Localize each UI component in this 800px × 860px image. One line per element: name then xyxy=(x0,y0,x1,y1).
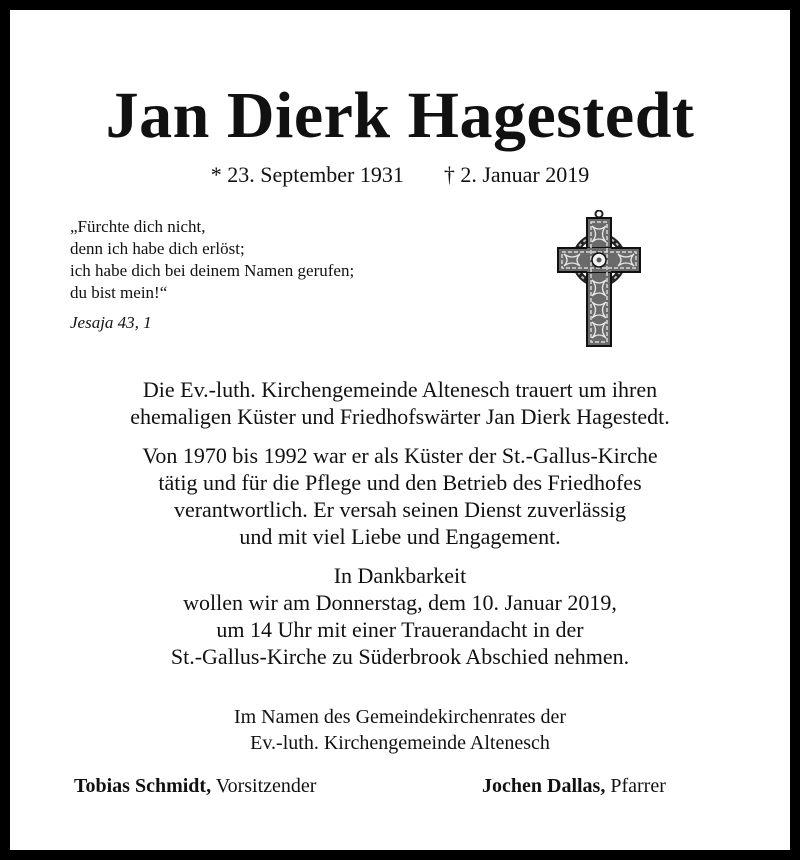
text-line: Von 1970 bis 1992 war er als Küster der St.-Gallus-Kirche xyxy=(142,443,658,468)
signature-chairman xyxy=(74,772,316,800)
text-line: In Dankbarkeit xyxy=(333,563,467,588)
on-behalf-paragraph xyxy=(10,704,790,756)
service-paragraph xyxy=(10,562,790,670)
text-line: verantwortlich. Er versah seinen Dienst zuverlässig xyxy=(173,497,627,522)
life-dates xyxy=(10,160,790,190)
verse-line: ich habe dich bei deinem Namen gerufen; xyxy=(70,261,355,280)
signatory-role: Pfarrer xyxy=(610,775,666,797)
death-date: † 2. Januar 2019 xyxy=(443,162,590,187)
celtic-cross-icon xyxy=(556,210,642,348)
text-line: tätig und für die Pflege und den Betrieb des Friedhofes xyxy=(158,470,642,495)
text-line: und mit viel Liebe und Engagement. xyxy=(239,524,561,549)
signature-pastor xyxy=(482,772,666,800)
birth-date: * 23. September 1931 xyxy=(210,162,404,187)
text-line: ehemaligen Küster und Friedhofswärter Jan Dierk Hagestedt. xyxy=(130,404,670,429)
text-line: Ev.-luth. Kirchengemeinde Altenesch xyxy=(250,732,550,754)
verse-reference: Jesaja 43, 1 xyxy=(70,313,152,332)
announcement-paragraph xyxy=(10,376,790,430)
verse-line: denn ich habe dich erlöst; xyxy=(70,239,245,258)
text-line: Im Namen des Gemeindekirchenrates der xyxy=(233,706,567,728)
verse-line: du bist mein!“ xyxy=(70,283,168,302)
text-line: wollen wir am Donnerstag, dem 10. Januar 2019, xyxy=(183,590,617,615)
bible-verse xyxy=(70,216,490,334)
signatory-name: Jochen Dallas, xyxy=(482,775,606,797)
deceased-name: Jan Dierk Hagestedt xyxy=(105,79,695,152)
signatory-role: Vorsitzender xyxy=(215,775,317,797)
text-line: Die Ev.-luth. Kirchengemeinde Altenesch trauert um ihren xyxy=(142,377,658,402)
text-line: um 14 Uhr mit einer Trauerandacht in der xyxy=(216,617,584,642)
biography-paragraph xyxy=(10,442,790,550)
verse-line: „Fürchte dich nicht, xyxy=(70,217,206,236)
text-line: St.-Gallus-Kirche zu Süderbrook Abschied nehmen. xyxy=(170,644,630,669)
signatory-name: Tobias Schmidt, xyxy=(74,775,212,797)
